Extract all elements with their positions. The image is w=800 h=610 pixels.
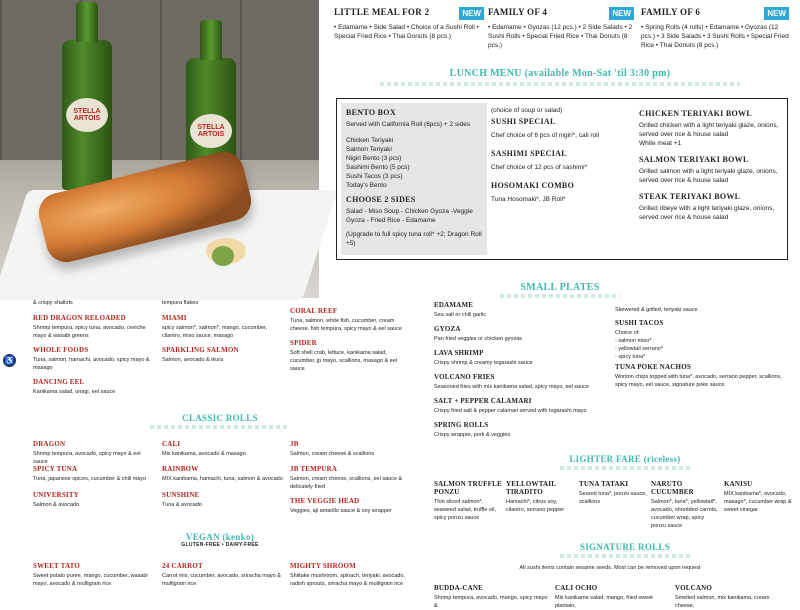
item-desc: Carrot mix, cucumber, avocado, sriracha mayo & multigrain rice <box>162 573 281 587</box>
menu-item <box>290 440 412 458</box>
item-desc: Soft shell crab, lettuce, kanikama salad, cucumber, jp mayo, scallions, masago & eel sauce <box>290 350 397 372</box>
special-desc: • Edamame • Gyozas (12 pcs.) • 2 Side Salads • 2 Sushi Rolls • Special Fried Rice • Thai Donuts (8 pcs.) <box>488 24 633 49</box>
beer-bottle-left <box>62 40 112 190</box>
bowl-desc: Grilled salmon with a light teriyaki glaze, onions, served over rice & house salad <box>639 168 778 184</box>
menu-item <box>33 378 155 396</box>
vegan-title: VEGAN (kenko) <box>185 532 255 542</box>
item-name: RED DRAGON RELOADED <box>33 314 126 322</box>
item-desc: Salmon, avocado & ikura <box>162 357 224 363</box>
taco-option: - salmon miso* <box>615 338 652 344</box>
item-name: DANCING EEL <box>33 378 85 386</box>
item-desc: Tuna, japanese spices, cucumber & chili mayo <box>33 476 147 482</box>
item-name: TUNA TATAKI <box>579 480 629 488</box>
classic-title: CLASSIC ROLLS <box>182 413 258 423</box>
item-desc: Pan fried veggies or chicken gyozas <box>434 336 523 342</box>
item-name: SALT + PEPPER CALAMARI <box>434 397 532 405</box>
item-name: SPARKLING SALMON <box>162 346 239 354</box>
item-name: VOLCANO <box>675 584 713 592</box>
item-desc: Crispy fried salt & pepper calamari served with togarashi mayo <box>434 408 587 414</box>
item-desc: Sweet potato puree, mango, cucumber, wasabi mayo, avocado & multigrain rice <box>33 573 148 587</box>
bottle-label: STELLA ARTOIS <box>190 114 232 148</box>
menu-item <box>555 584 670 610</box>
bowl-name: SALMON TERIYAKI BOWL <box>639 155 749 164</box>
item-name: SPIDER <box>290 339 317 347</box>
menu-item <box>434 584 549 610</box>
lunch-item-name: SASHIMI SPECIAL <box>491 149 567 158</box>
item-desc: Veggies, aji amarillo sauce & soy wrapper <box>290 508 392 514</box>
soup-salad-note: (choice of soup or salad) <box>491 107 563 114</box>
new-badge: NEW <box>459 7 484 20</box>
small-plates-title: SMALL PLATES <box>520 282 600 293</box>
menu-item <box>290 307 412 333</box>
item-desc: Mix kanikama salad, mango, fried sweet plantain, <box>555 595 653 609</box>
item-name: CALI OCHO <box>555 584 598 592</box>
item-desc: Salmon, cream cheese & scallions <box>290 451 375 457</box>
bento-option: Sushi Tacos (3 pcs) <box>346 173 403 180</box>
menu-item <box>724 480 792 514</box>
menu-item <box>675 584 790 610</box>
special-desc: • Edamame • Side Salad • Choice of a Sushi Roll • Special Fried Rice • Thai Donuts (8 pcs.) <box>334 24 479 40</box>
wave-divider <box>380 82 740 86</box>
item-name: SWEET TATO <box>33 562 81 570</box>
item-name: SPICY TUNA <box>33 465 78 473</box>
bento-option: Salmon Teriyaki <box>346 146 392 153</box>
menu-item <box>290 562 412 588</box>
menu-item <box>33 346 155 372</box>
menu-item <box>162 346 286 364</box>
wave-divider <box>500 294 620 298</box>
signature-title: SIGNATURE ROLLS <box>579 542 671 552</box>
lunch-item-desc: Tuna Hosomaki*, JB Roll* <box>491 196 566 203</box>
tile-wall <box>0 0 319 160</box>
menu-item <box>434 301 594 319</box>
menu-item <box>33 314 155 340</box>
menu-item <box>290 465 412 491</box>
item-desc: Wonton chips topped with tuna*, avocado, serrano pepper, scallions, spicy mayo, eel sauce, signature poke sauce. <box>615 374 782 388</box>
bottle-label: STELLA ARTOIS <box>66 98 108 132</box>
item-desc: Hamachi*, citrus soy, cilantro, serrano pepper <box>506 499 565 513</box>
item-desc: Kanikama salad, unagi, eel sauce <box>33 389 116 395</box>
bento-options <box>346 136 482 190</box>
fragment-text: Skewered & grilled, teriyaki sauce <box>615 307 698 313</box>
item-desc: Crispy shrimp & creamy togarashi sauce <box>434 360 533 366</box>
lunch-item-desc: Chef choice of 12 pcs of sashimi* <box>491 164 588 171</box>
bento-title: BENTO BOX <box>346 108 396 117</box>
item-desc: Shrimp tempura, avocado, spicy mayo & eel sauce <box>33 451 141 465</box>
wave-divider <box>560 554 690 558</box>
item-desc: Tuna, salmon, white fish, cucumber, cream cheese, fish tempura, spicy mayo & eel sauce <box>290 318 402 332</box>
accessibility-icon[interactable]: ♿ <box>4 356 15 365</box>
item-desc: Tuna & avocado <box>162 502 202 508</box>
menu-item <box>162 465 286 483</box>
bento-option: Chicken Teriyaki <box>346 137 394 144</box>
lighter-title: LIGHTER FARE (riceless) <box>569 454 681 464</box>
special-desc: • Spring Rolls (4 rolls) • Edamame • Gyozas (12 pcs.) • 3 Side Salads • 3 Sushi Rolls • Special Fried Rice • Thai Donuts (8 pcs.) <box>641 24 789 49</box>
item-name: LAVA SHRIMP <box>434 349 484 357</box>
bowl-name: CHICKEN TERIYAKI BOWL <box>639 109 752 118</box>
special-little-meal <box>334 7 484 41</box>
item-desc: Sea salt or chili garlic <box>434 312 486 318</box>
special-title: FAMILY OF 6 <box>641 7 701 17</box>
item-desc: Crispy wrapper, pork & veggies <box>434 432 511 438</box>
item-desc: Shrimp tempura, spicy tuna, avocado, ceviche mayo & wasabi greens <box>33 325 146 339</box>
item-desc: Salmon*, tuna*, yellowtail*, avocado, shredded carrots, cucumber wrap, spicy ponzu sauce <box>651 499 718 529</box>
taco-option: - spicy tuna* <box>615 354 646 360</box>
menu-item <box>434 373 604 391</box>
special-title: LITTLE MEAL FOR 2 <box>334 7 430 17</box>
item-name: MIGHTY SHROOM <box>290 562 356 570</box>
item-desc: Tuna, salmon, hamachi, avocado, spicy mayo & masago <box>33 357 150 371</box>
item-name: EDAMAME <box>434 301 474 309</box>
special-family-4 <box>488 7 634 50</box>
item-name: KANISU <box>724 480 753 488</box>
vegan-sub: GLUTEN-FREE • DAIRY-FREE <box>181 542 259 548</box>
wave-divider <box>560 466 690 470</box>
bento-option: Sashimi Bento (5 pcs) <box>346 164 410 171</box>
item-desc: Salmon & avocado <box>33 502 80 508</box>
lunch-item-desc: Chef choice of 6 pcs of nigiri*, cali roll <box>491 132 600 139</box>
item-name: CALI <box>162 440 181 448</box>
menu-item <box>506 480 576 514</box>
menu-item <box>434 349 594 367</box>
bento-panel <box>341 103 487 255</box>
menu-item <box>162 440 286 458</box>
item-desc: Shrimp tempura, avocado, mango, spicy mayo & <box>434 595 548 609</box>
lunch-item-name: HOSOMAKI COMBO <box>491 181 575 190</box>
item-name: 24 CARROT <box>162 562 203 570</box>
menu-item <box>33 440 155 466</box>
bowl-name: STEAK TERIYAKI BOWL <box>639 192 741 201</box>
new-badge: NEW <box>609 7 634 20</box>
item-name: THE VEGGIE HEAD <box>290 497 360 505</box>
item-name: GYOZA <box>434 325 461 333</box>
item-desc: Mix kanikama, avocado & masago <box>162 451 246 457</box>
fragment-text: & crispy shallots <box>33 300 73 306</box>
menu-item <box>615 319 785 361</box>
lunch-item-name: SUSHI SPECIAL <box>491 117 556 126</box>
item-desc: spicy salmon*, salmon*, mango, cucumber, cilantro, miso sauce, masago <box>162 325 268 339</box>
item-desc: MIX kanikama, hamachi, tuna, salmon & avocado <box>162 476 283 482</box>
item-name: BUDDA-CANE <box>434 584 484 592</box>
item-name: TUNA POKE NACHOS <box>615 363 691 371</box>
bento-sub: Served with California Roll (6pcs) + 2 sides <box>346 121 471 128</box>
bento-option: Nigiri Bento (3 pcs) <box>346 155 402 162</box>
item-desc: Salmon, cream cheese, scallions, eel sauce & delicately fried <box>290 476 403 490</box>
item-desc: Thin sliced salmon*, seaweed salad, truffle oil, spicy ponzu sauce <box>434 499 496 521</box>
menu-item <box>579 480 647 506</box>
item-name: JB TEMPURA <box>290 465 338 473</box>
item-name: CORAL REEF <box>290 307 338 315</box>
menu-item <box>33 562 155 588</box>
menu-item <box>290 339 412 373</box>
item-desc: Seared tuna*, ponzu sauce, scallions <box>579 491 647 505</box>
new-badge: NEW <box>764 7 789 20</box>
item-desc: Seasoned fries with mix kanikama salad, spicy mayo, eel sauce <box>434 384 589 390</box>
menu-item <box>434 325 594 343</box>
item-name: VOLCANO FRIES <box>434 373 495 381</box>
fragment-text: tempura flakes <box>162 300 199 306</box>
menu-item <box>615 363 787 389</box>
signature-note: All sushi items contain sesame seeds. Most can be removed upon request <box>519 565 701 571</box>
sides-list: Salad - Miso Soup - Chicken Gyoza -Veggie Gyoza - Fried Rice - Edamame <box>346 208 473 224</box>
menu-item <box>434 480 504 522</box>
bowl-extra: White meat +1 <box>639 140 682 147</box>
menu-item <box>33 465 155 483</box>
item-name: SUSHI TACOS <box>615 319 664 327</box>
item-desc: Smelted salmon, mix kanikama, cream cheese, <box>675 595 770 609</box>
menu-item <box>434 397 609 415</box>
upgrade-note: (Upgrade to full spicy tuna roll* +2; Dragon Roll +5) <box>346 231 482 247</box>
menu-item <box>290 497 412 515</box>
item-name: NARUTO CUCUMBER <box>651 480 694 496</box>
bento-option: Today's Bento <box>346 182 387 189</box>
lunch-box <box>336 98 788 260</box>
special-family-6 <box>641 7 789 50</box>
menu-item <box>651 480 719 530</box>
lunch-right <box>639 109 783 222</box>
menu-item <box>162 314 286 340</box>
food-photo <box>0 0 319 298</box>
item-name: SPRING ROLLS <box>434 421 489 429</box>
item-name: SALMON TRUFFLE PONZU <box>434 480 502 496</box>
special-title: FAMILY OF 4 <box>488 7 548 17</box>
menu-item <box>162 491 286 509</box>
item-desc: MIX kanikama*, avocado, masago*, cucumber wrap & sweet vinegar <box>724 491 792 513</box>
taco-option: - yellowtail serrano* <box>615 346 663 352</box>
item-name: DRAGON <box>33 440 66 448</box>
menu-item <box>434 421 594 439</box>
item-name: SUNSHINE <box>162 491 200 499</box>
wasabi <box>212 246 234 266</box>
item-name: MIAMI <box>162 314 187 322</box>
lunch-middle <box>491 106 631 204</box>
menu-item <box>162 562 286 588</box>
bowl-desc: Grilled ribeye with a light teriyaki glaze, onions, served over rice & house salad <box>639 205 775 221</box>
lunch-title: LUNCH MENU (available Mon-Sat 'til 3:30 pm) <box>449 68 671 79</box>
bowl-desc: Grilled chicken with a light teriyaki glaze, onions, served over rice & house salad <box>639 122 779 138</box>
menu-item <box>33 491 155 509</box>
item-name: WHOLE FOODS <box>33 346 89 354</box>
item-desc: Choice of: <box>615 330 640 336</box>
item-name: YELLOWTAIL TIRADITO <box>506 480 556 496</box>
item-name: JB <box>290 440 299 448</box>
wave-divider <box>150 425 290 429</box>
item-desc: Shiitake mushroom, spinach, teriyaki, avocado, radish sprouts, sriracha mayo & multigrain rice <box>290 573 405 587</box>
item-name: UNIVERSITY <box>33 491 79 499</box>
sides-title: CHOOSE 2 SIDES <box>346 195 416 204</box>
item-name: RAINBOW <box>162 465 199 473</box>
